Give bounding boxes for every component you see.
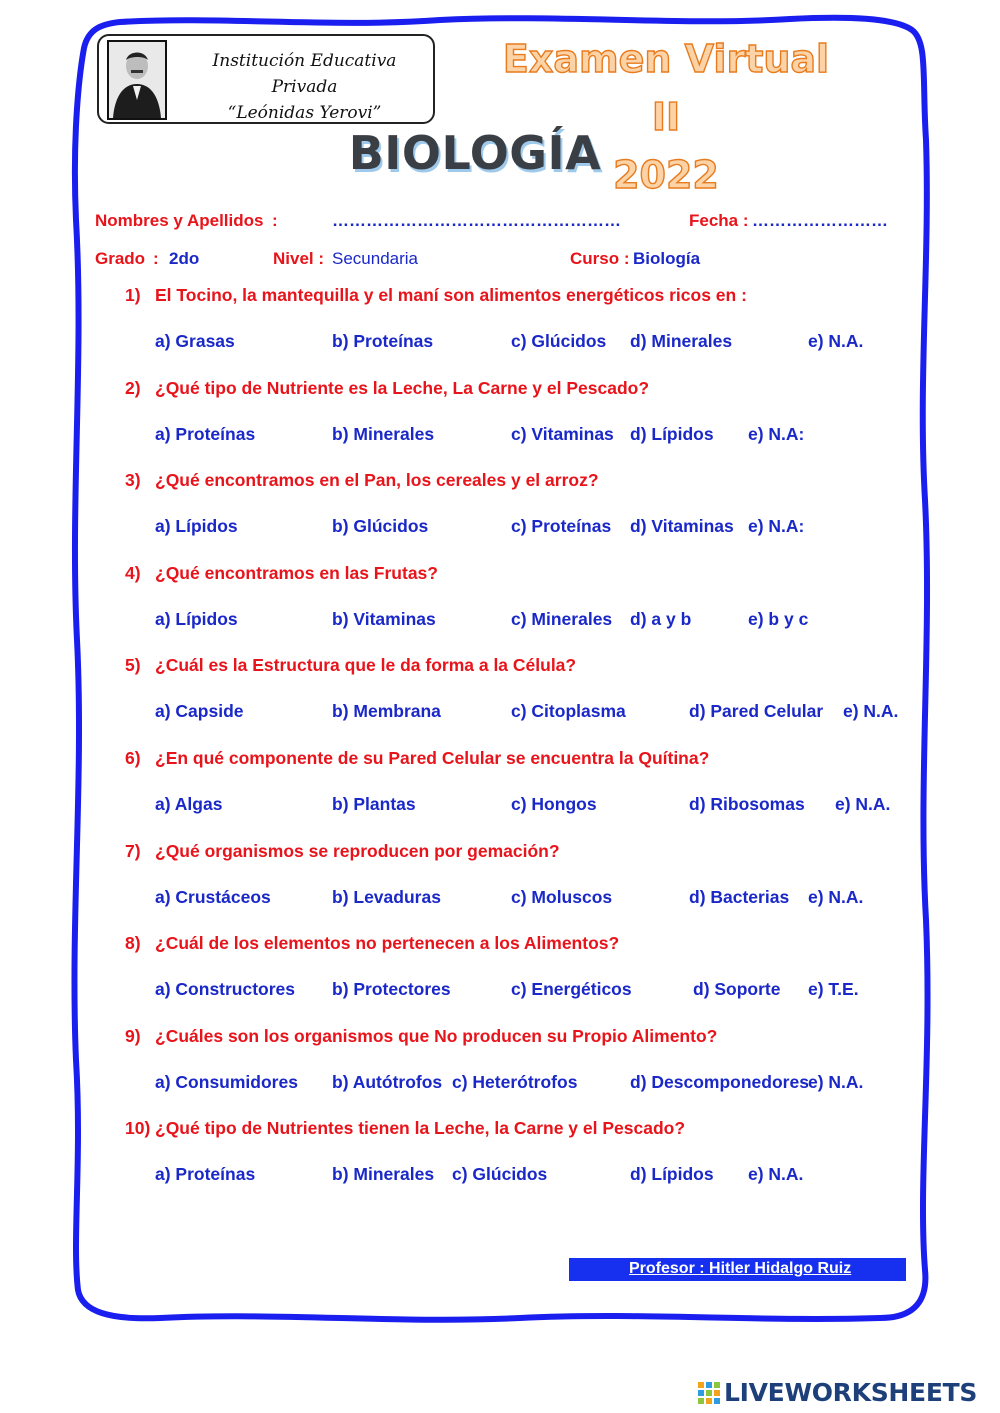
names-label: Nombres y Apellidos xyxy=(95,211,264,230)
level-value: Secundaria xyxy=(332,249,419,268)
question-2-option-d[interactable]: d) Lípidos xyxy=(630,424,714,444)
question-number: 4) xyxy=(125,563,141,583)
liveworksheets-wordmark: LIVEWORKSHEETS xyxy=(724,1378,978,1407)
question-text: ¿Qué tipo de Nutriente es la Leche, La Carne y el Pescado? xyxy=(155,378,650,398)
question-3-option-c[interactable]: c) Proteínas xyxy=(511,516,612,536)
question-2 xyxy=(125,378,649,399)
question-3-option-d[interactable]: d) Vitaminas xyxy=(630,516,734,536)
course-label: Curso : xyxy=(570,249,630,268)
question-1-option-e[interactable]: e) N.A. xyxy=(808,331,864,351)
question-5-option-e[interactable]: e) N.A. xyxy=(843,701,899,721)
question-number: 8) xyxy=(125,933,141,953)
institution-name xyxy=(177,48,432,126)
question-text: ¿Cuáles son los organismos que No producen su Propio Alimento? xyxy=(155,1026,718,1046)
exam-title-line-2: 2022 xyxy=(613,153,719,197)
question-6-option-d[interactable]: d) Ribosomas xyxy=(689,794,805,814)
date-field[interactable]: …………………… xyxy=(752,211,888,230)
question-1-option-b[interactable]: b) Proteínas xyxy=(332,331,434,351)
question-text: ¿Cuál es la Estructura que le da forma a la Célula? xyxy=(155,655,577,675)
question-5-option-c[interactable]: c) Citoplasma xyxy=(511,701,626,721)
question-10-option-c[interactable]: c) Glúcidos xyxy=(452,1164,548,1184)
exam-title-line-1: Examen Virtual II xyxy=(502,37,830,139)
question-9-option-e[interactable]: e) N.A. xyxy=(808,1072,864,1092)
question-9-option-b[interactable]: b) Autótrofos xyxy=(332,1072,443,1092)
grade-separator: : xyxy=(153,249,159,268)
founder-portrait xyxy=(107,40,167,120)
question-9 xyxy=(125,1026,717,1047)
institution-line-2: “Leónidas Yerovi” xyxy=(227,103,382,123)
question-6-option-b[interactable]: b) Plantas xyxy=(332,794,416,814)
question-1-option-a[interactable]: a) Grasas xyxy=(155,331,235,351)
question-number: 3) xyxy=(125,470,141,490)
question-number: 9) xyxy=(125,1026,141,1046)
question-number: 5) xyxy=(125,655,141,675)
question-7-option-a[interactable]: a) Crustáceos xyxy=(155,887,271,907)
grade-label: Grado xyxy=(95,249,146,268)
question-number: 10) xyxy=(125,1118,151,1138)
question-5-option-b[interactable]: b) Membrana xyxy=(332,701,441,721)
question-1-option-c[interactable]: c) Glúcidos xyxy=(511,331,607,351)
question-10-option-b[interactable]: b) Minerales xyxy=(332,1164,435,1184)
question-4-option-a[interactable]: a) Lípidos xyxy=(155,609,238,629)
question-7-option-c[interactable]: c) Moluscos xyxy=(511,887,613,907)
course-value: Biología xyxy=(633,249,701,268)
question-6-option-a[interactable]: a) Algas xyxy=(155,794,223,814)
question-10-option-e[interactable]: e) N.A. xyxy=(748,1164,804,1184)
professor-name: Profesor : Hitler Hidalgo Ruiz xyxy=(629,1260,852,1277)
question-6 xyxy=(125,748,709,769)
question-1-option-d[interactable]: d) Minerales xyxy=(630,331,733,351)
question-number: 1) xyxy=(125,285,141,305)
question-3 xyxy=(125,470,599,491)
liveworksheets-icon xyxy=(698,1382,720,1404)
question-9-option-d[interactable]: d) Descomponedores xyxy=(630,1072,809,1092)
question-5-option-a[interactable]: a) Capside xyxy=(155,701,244,721)
question-8-option-e[interactable]: e) T.E. xyxy=(808,979,859,999)
question-4 xyxy=(125,563,438,584)
level-label: Nivel : xyxy=(273,249,325,268)
institution-logo-box xyxy=(97,34,435,124)
question-text: ¿Qué encontramos en el Pan, los cereales y el arroz? xyxy=(155,470,599,490)
question-8 xyxy=(125,933,619,954)
question-10 xyxy=(125,1118,685,1139)
question-7 xyxy=(125,841,560,862)
names-separator: : xyxy=(272,211,278,230)
question-4-option-b[interactable]: b) Vitaminas xyxy=(332,609,436,629)
question-number: 2) xyxy=(125,378,141,398)
date-label: Fecha : xyxy=(689,211,749,230)
question-3-option-e[interactable]: e) N.A: xyxy=(748,516,805,536)
question-text: ¿En qué componente de su Pared Celular se encuentra la Quítina? xyxy=(155,748,710,768)
question-3-option-b[interactable]: b) Glúcidos xyxy=(332,516,429,536)
question-6-option-c[interactable]: c) Hongos xyxy=(511,794,597,814)
names-field[interactable]: …………………………………………… xyxy=(332,211,621,230)
question-text: ¿Qué encontramos en las Frutas? xyxy=(155,563,438,583)
question-9-option-c[interactable]: c) Heterótrofos xyxy=(452,1072,578,1092)
question-2-option-a[interactable]: a) Proteínas xyxy=(155,424,256,444)
question-2-option-b[interactable]: b) Minerales xyxy=(332,424,435,444)
question-number: 6) xyxy=(125,748,141,768)
professor-bar xyxy=(569,1258,906,1281)
question-6-option-e[interactable]: e) N.A. xyxy=(835,794,891,814)
question-7-option-e[interactable]: e) N.A. xyxy=(808,887,864,907)
question-1 xyxy=(125,285,747,306)
question-4-option-e[interactable]: e) b y c xyxy=(748,609,809,629)
question-text: ¿Qué tipo de Nutrientes tienen la Leche, la Carne y el Pescado? xyxy=(155,1118,686,1138)
question-2-option-e[interactable]: e) N.A: xyxy=(748,424,805,444)
question-text: El Tocino, la mantequilla y el maní son alimentos energéticos ricos en : xyxy=(155,285,747,305)
question-9-option-a[interactable]: a) Consumidores xyxy=(155,1072,298,1092)
question-8-option-a[interactable]: a) Constructores xyxy=(155,979,296,999)
question-7-option-b[interactable]: b) Levaduras xyxy=(332,887,441,907)
question-7-option-d[interactable]: d) Bacterias xyxy=(689,887,790,907)
question-4-option-d[interactable]: d) a y b xyxy=(630,609,692,629)
question-5-option-d[interactable]: d) Pared Celular xyxy=(689,701,824,721)
question-4-option-c[interactable]: c) Minerales xyxy=(511,609,613,629)
question-8-option-d[interactable]: d) Soporte xyxy=(693,979,781,999)
subject-title: BIOLOGÍA xyxy=(348,126,602,180)
question-2-option-c[interactable]: c) Vitaminas xyxy=(511,424,614,444)
question-10-option-d[interactable]: d) Lípidos xyxy=(630,1164,714,1184)
question-5 xyxy=(125,655,576,676)
grade-value: 2do xyxy=(169,249,200,268)
question-8-option-b[interactable]: b) Protectores xyxy=(332,979,451,999)
question-text: ¿Qué organismos se reproducen por gemación? xyxy=(155,841,560,861)
institution-line-1: Institución Educativa Privada xyxy=(212,51,397,97)
question-3-option-a[interactable]: a) Lípidos xyxy=(155,516,238,536)
question-10-option-a[interactable]: a) Proteínas xyxy=(155,1164,256,1184)
question-8-option-c[interactable]: c) Energéticos xyxy=(511,979,632,999)
question-text: ¿Cuál de los elementos no pertenecen a los Alimentos? xyxy=(155,933,620,953)
question-number: 7) xyxy=(125,841,141,861)
